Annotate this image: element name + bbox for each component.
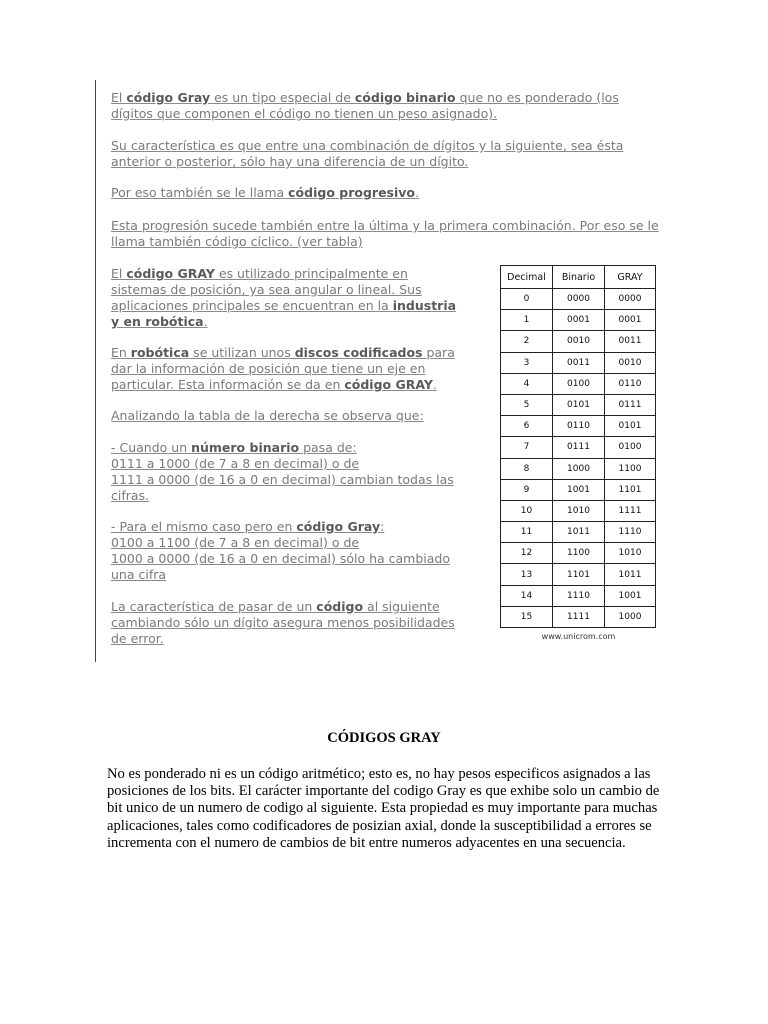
cell-gray: 0110 bbox=[605, 373, 656, 394]
table-row bbox=[501, 606, 656, 627]
cell-decimal: 8 bbox=[501, 458, 553, 479]
cell-decimal: 12 bbox=[501, 543, 553, 564]
paragraph-cyclic: Esta progresión sucede también entre la última y la primera combinación. Por eso se le llama también código cíclico. (ver tabla) bbox=[111, 218, 659, 249]
table-row bbox=[501, 500, 656, 521]
cell-binario: 0011 bbox=[553, 352, 605, 373]
cell-binario: 0101 bbox=[553, 394, 605, 415]
cell-decimal: 15 bbox=[501, 606, 553, 627]
cell-gray: 1010 bbox=[605, 543, 656, 564]
cell-gray: 0001 bbox=[605, 310, 656, 331]
cell-binario: 1111 bbox=[553, 606, 605, 627]
cell-decimal: 11 bbox=[501, 522, 553, 543]
cell-gray: 1001 bbox=[605, 585, 656, 606]
cell-decimal: 14 bbox=[501, 585, 553, 606]
cell-decimal: 6 bbox=[501, 416, 553, 437]
cell-decimal: 2 bbox=[501, 331, 553, 352]
cell-gray: 0010 bbox=[605, 352, 656, 373]
table-row bbox=[501, 585, 656, 606]
cell-gray: 1011 bbox=[605, 564, 656, 585]
left-margin-rule bbox=[95, 80, 96, 662]
cell-decimal: 9 bbox=[501, 479, 553, 500]
cell-binario: 1000 bbox=[553, 458, 605, 479]
table-source-credit: www.unicrom.com bbox=[541, 632, 616, 641]
paragraph-progressive: Por eso también se le llama código progresivo. bbox=[111, 185, 419, 200]
header-decimal: Decimal bbox=[501, 266, 553, 289]
gray-code-table bbox=[500, 265, 656, 628]
cell-binario: 0001 bbox=[553, 310, 605, 331]
table-row bbox=[501, 331, 656, 352]
table-row bbox=[501, 310, 656, 331]
paragraph-characteristic: Su característica es que entre una combinación de dígitos y la siguiente, sea ésta anterior o posterior, sólo hay una diferencia de un dígito. bbox=[111, 138, 624, 169]
cell-decimal: 5 bbox=[501, 394, 553, 415]
paragraph-applications: El código GRAY es utilizado principalmente en sistemas de posición, ya sea angular o lineal. Sus aplicaciones principales se encuentran en la industria y en robótica. bbox=[111, 266, 457, 329]
cell-binario: 0000 bbox=[553, 289, 605, 310]
table-body bbox=[501, 289, 656, 628]
cell-gray: 1110 bbox=[605, 522, 656, 543]
cell-gray: 0101 bbox=[605, 416, 656, 437]
table-row bbox=[501, 564, 656, 585]
header-binario: Binario bbox=[553, 266, 605, 289]
table-row bbox=[501, 543, 656, 564]
cell-gray: 0100 bbox=[605, 437, 656, 458]
section-body-text: No es ponderado ni es un código aritmético; esto es, no hay pesos especificos asignados a las posiciones de los bits. El carácter importante del codigo Gray es que exhibe solo un cambio de bit unico de un numero de codigo al siguiente. Esta propiedad es muy importante para muchas aplicaciones, tales como codificadores de posizian axial, donde la susceptibilidad a errores se incrementa con el numero de cambios de bit entre numeros adyacentes en una secuencia. bbox=[107, 766, 660, 851]
header-gray: GRAY bbox=[605, 266, 656, 289]
paragraph-analysis: Analizando la tabla de la derecha se observa que: bbox=[111, 408, 424, 423]
cell-gray: 0000 bbox=[605, 289, 656, 310]
cell-decimal: 13 bbox=[501, 564, 553, 585]
paragraph-gray-case: - Para el mismo caso pero en código Gray: 0100 a 1100 (de 7 a 8 en decimal) o de 1000 a 0000 (de 16 a 0 en decimal) sólo ha cambiado una cifra bbox=[111, 519, 451, 582]
table-row bbox=[501, 458, 656, 479]
cell-binario: 1101 bbox=[553, 564, 605, 585]
table-row bbox=[501, 394, 656, 415]
cell-gray: 1100 bbox=[605, 458, 656, 479]
cell-binario: 0111 bbox=[553, 437, 605, 458]
table-row bbox=[501, 479, 656, 500]
cell-binario: 0100 bbox=[553, 373, 605, 394]
table-row bbox=[501, 373, 656, 394]
table-row bbox=[501, 289, 656, 310]
paragraph-binary-case: - Cuando un número binario pasa de: 0111 a 1000 (de 7 a 8 en decimal) o de 1111 a 0000 (de 16 a 0 en decimal) cambian todas las cifras. bbox=[111, 440, 454, 503]
cell-decimal: 3 bbox=[501, 352, 553, 373]
paragraph-conclusion: La característica de pasar de un código al siguiente cambiando sólo un dígito asegura menos posibilidades de error. bbox=[111, 599, 455, 646]
cell-gray: 0011 bbox=[605, 331, 656, 352]
section-title: CÓDIGOS GRAY bbox=[327, 730, 441, 746]
table-header-row bbox=[501, 266, 656, 289]
cell-decimal: 0 bbox=[501, 289, 553, 310]
cell-binario: 1110 bbox=[553, 585, 605, 606]
table-row bbox=[501, 522, 656, 543]
cell-gray: 1111 bbox=[605, 500, 656, 521]
cell-binario: 1010 bbox=[553, 500, 605, 521]
cell-binario: 1001 bbox=[553, 479, 605, 500]
paragraph-robotics: En robótica se utilizan unos discos codificados para dar la información de posición que tiene un eje en particular. Esta información se da en código GRAY. bbox=[111, 345, 455, 392]
cell-decimal: 4 bbox=[501, 373, 553, 394]
table-row bbox=[501, 416, 656, 437]
cell-binario: 0010 bbox=[553, 331, 605, 352]
paragraph-gray-definition: El código Gray es un tipo especial de código binario que no es ponderado (los dígitos que componen el código no tienen un peso asignado). bbox=[111, 90, 619, 121]
cell-decimal: 1 bbox=[501, 310, 553, 331]
cell-gray: 0111 bbox=[605, 394, 656, 415]
cell-binario: 1100 bbox=[553, 543, 605, 564]
table-row bbox=[501, 352, 656, 373]
cell-binario: 1011 bbox=[553, 522, 605, 543]
cell-gray: 1000 bbox=[605, 606, 656, 627]
cell-binario: 0110 bbox=[553, 416, 605, 437]
cell-gray: 1101 bbox=[605, 479, 656, 500]
cell-decimal: 10 bbox=[501, 500, 553, 521]
table-row bbox=[501, 437, 656, 458]
cell-decimal: 7 bbox=[501, 437, 553, 458]
